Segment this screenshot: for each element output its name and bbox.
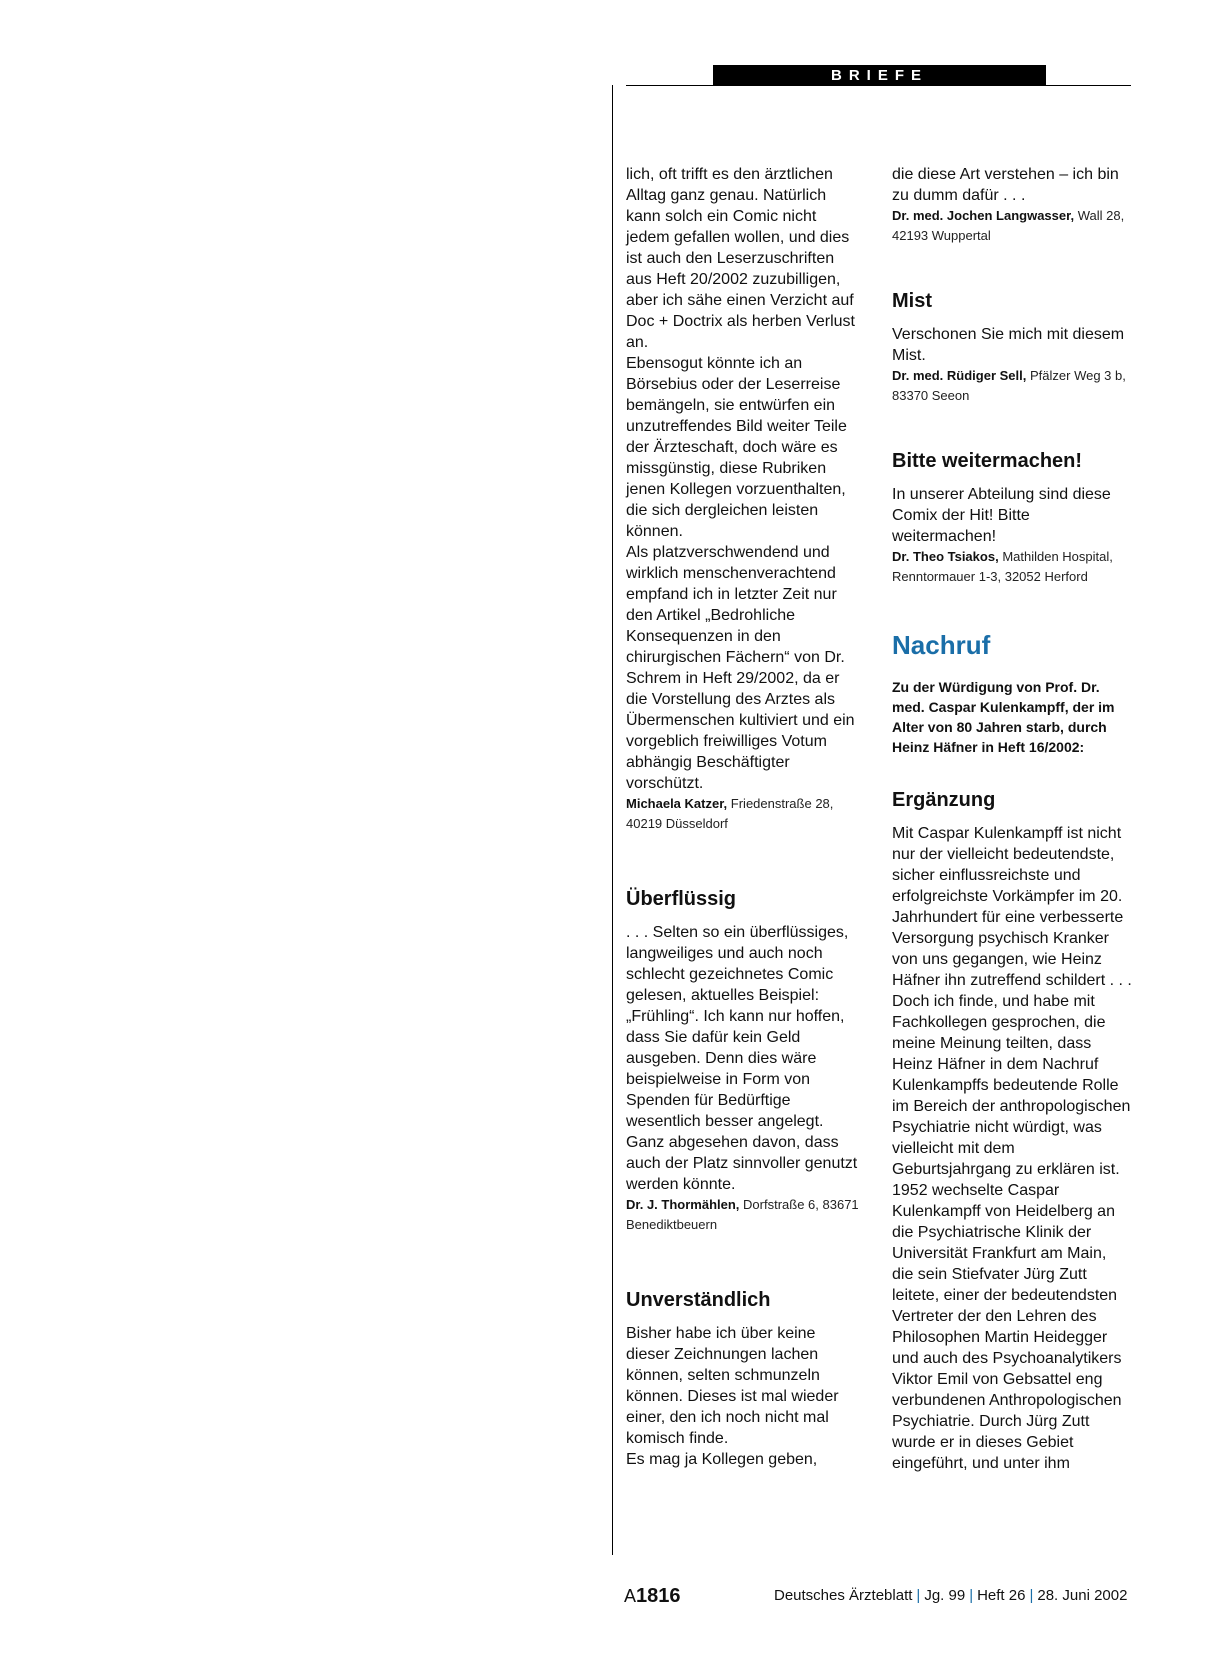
journal-issue: Heft 26: [977, 1587, 1026, 1604]
letter-signature: [892, 366, 1132, 406]
separator: |: [916, 1587, 921, 1604]
journal-name: Deutsches Ärzteblatt: [774, 1587, 913, 1604]
letter-text: Als platzverschwendend und wirklich menschenverachtend empfand ich in letzter Zeit nur den Artikel „Bedrohliche Konsequenzen in den chirurgischen Fächern“ von Dr. Schrem in Heft 29/2002, da er die Vorstellung des Arztes als Übermenschen kultiviert und ein vorgeblich freiwilliges Votum abhängig Beschäftigter vorschützt.: [626, 544, 855, 792]
letter-heading: Ergänzung: [892, 789, 996, 811]
letter-text: Mit Caspar Kulenkampff ist nicht nur der vielleicht bedeutendste, sicher einflussreichste und erfolgreichste Vorkämpfer im 20. Jahrhundert für eine verbesserte Versorgung psychisch Kranker von uns gegangen, wie Heinz Häfner ihn zutreffend schildert . . . Doch ich finde, und habe mit Fachkollegen gesprochen, die meine Meinung teilten, dass Heinz Häfner in dem Nachruf Kulenkampffs bedeutende Rolle im Bereich der anthropologischen Psychiatrie nicht würdigt, was vielleicht mit dem Geburtsjahrgang zu erklären ist. 1952 wechselte Caspar Kulenkampff von Heidelberg an die Psychiatrische Klinik der Universität Frankfurt am Main, die sein Stiefvater Jürg Zutt leitete, einer der bedeutendsten Vertreter der den Lehren des Philosophen Martin Heidegger und auch des Psychoanalytikers Viktor Emil von Gebsattel eng verbundenen Anthropologischen Psychiatrie. Durch Jürg Zutt wurde er in dieses Gebiet eingeführt, und unter ihm: [892, 825, 1132, 1472]
author-address: Dorfstraße 6, 83671 Benediktbeuern: [626, 1197, 859, 1232]
page-folio: [624, 1585, 681, 1609]
letter-signature: [892, 206, 1132, 246]
letter-text: In unserer Abteilung sind diese Comix der Hit! Bitte weitermachen!: [892, 486, 1111, 545]
journal-date: 28. Juni 2002: [1037, 1587, 1128, 1604]
separator: |: [1029, 1587, 1034, 1604]
letter-text: Ebensogut könnte ich an Börsebius oder der Leserreise bemängeln, sie entwürfen ein unzutreffendes Bild weiter Teile der Ärzteschaft, doch wäre es missgünstig, diese Rubriken jenen Kollegen vorzuenthalten, die sich dergleichen leisten können.: [626, 355, 847, 540]
author-name: Dr. med. Jochen Langwasser,: [892, 208, 1075, 223]
letter-heading: Unverständlich: [626, 1289, 771, 1311]
author-address: Wall 28, 42193 Wuppertal: [892, 208, 1125, 243]
page-prefix: A: [624, 1586, 637, 1606]
letter-heading: Überflüssig: [626, 888, 737, 910]
letter-text: die diese Art verstehen – ich bin zu dumm dafür . . .: [892, 166, 1119, 204]
column-left: [626, 164, 860, 1470]
author-name: Dr. J. Thormählen,: [626, 1197, 740, 1212]
section-title: Nachruf: [892, 630, 991, 660]
section-header: BRIEFE: [713, 65, 1046, 86]
letter-heading: Mist: [892, 290, 932, 312]
author-address: Friedenstraße 28, 40219 Düsseldorf: [626, 796, 834, 831]
author-name: Dr. med. Rüdiger Sell,: [892, 368, 1027, 383]
letter-signature: [626, 1195, 860, 1235]
letter-text: . . . Selten so ein überflüssiges, langweiliges und auch noch schlecht gezeichnetes Comic gelesen, aktuelles Beispiel: „Frühling“. Ich kann nur hoffen, dass Sie dafür kein Geld ausgeben. Denn dies wäre beispielweise in Form von Spenden für Bedürftige wesentlich besser angelegt. Ganz abgesehen davon, dass auch der Platz sinnvoller genutzt werden könnte.: [626, 924, 858, 1193]
author-address: Mathilden Hospital, Renntormauer 1-3, 32052 Herford: [892, 549, 1113, 584]
column-right: [892, 164, 1132, 1474]
page-number: 1816: [636, 1585, 681, 1607]
journal-info: [774, 1585, 1127, 1607]
letter-signature: [626, 794, 860, 834]
author-name: Dr. Theo Tsiakos,: [892, 549, 999, 564]
journal-volume: Jg. 99: [924, 1587, 966, 1604]
author-address: Pfälzer Weg 3 b, 83370 Seeon: [892, 368, 1126, 403]
separator: |: [969, 1587, 974, 1604]
letter-text: lich, oft trifft es den ärztlichen Alltag ganz genau. Natürlich kann solch ein Comic nicht jedem gefallen wollen, und dies ist auch den Leserzuschriften aus Heft 20/2002 zuzubilligen, aber ich sähe einen Verzicht auf Doc + Doctrix als herben Verlust an.: [626, 166, 855, 351]
letter-heading: Bitte weitermachen!: [892, 450, 1083, 472]
letter-text: Verschonen Sie mich mit diesem Mist.: [892, 326, 1125, 364]
column-rule: [612, 85, 613, 1555]
author-name: Michaela Katzer,: [626, 796, 728, 811]
letter-text: Es mag ja Kollegen geben,: [626, 1451, 818, 1468]
section-intro: Zu der Würdigung von Prof. Dr. med. Caspar Kulenkampff, der im Alter von 80 Jahren starb, durch Heinz Häfner in Heft 16/2002:: [892, 679, 1115, 755]
letter-text: Bisher habe ich über keine dieser Zeichnungen lachen können, selten schmunzeln können. Dieses ist mal wieder einer, den ich noch nicht mal komisch finde.: [626, 1325, 839, 1447]
letter-signature: [892, 547, 1132, 587]
